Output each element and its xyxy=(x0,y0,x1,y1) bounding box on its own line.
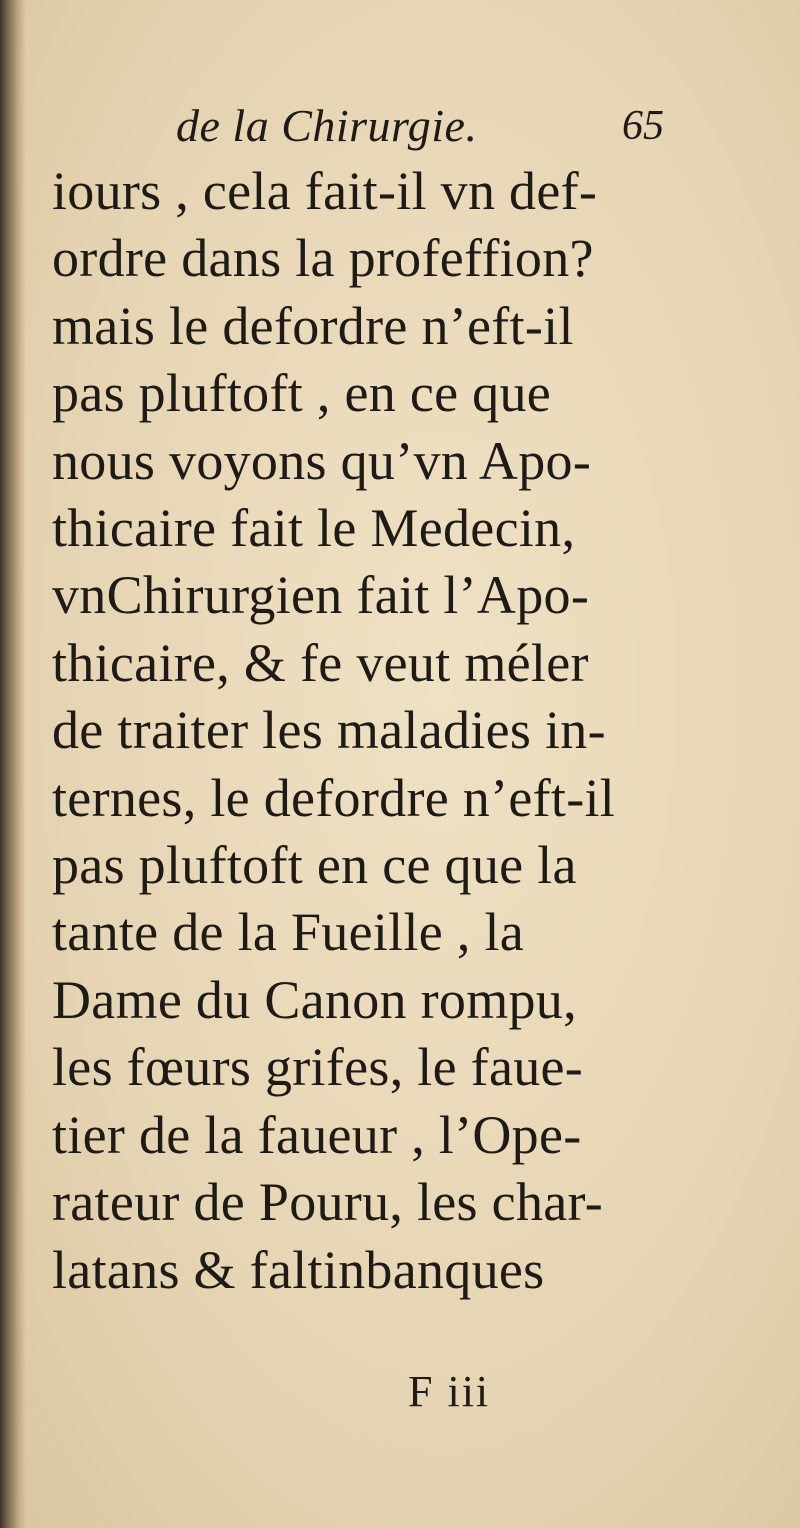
text-line: pas pluftoft , en ce que xyxy=(52,363,552,424)
body-text xyxy=(52,158,712,1304)
text-line: vnChirurgien fait l’Apo- xyxy=(52,565,590,626)
signature-mark: F iii xyxy=(408,1367,491,1416)
text-line: latans & faltinbanques xyxy=(52,1239,545,1300)
running-head: de la Chirurgie. xyxy=(176,100,478,151)
text-line: thicaire fait le Medecin, xyxy=(52,498,576,559)
text-line: mais le defordre n’eft-il xyxy=(52,295,574,356)
text-line: les fœurs grifes, le faue- xyxy=(52,1037,584,1098)
page-number: 65 xyxy=(622,103,664,149)
text-line: tier de la faueur , l’Ope- xyxy=(52,1104,582,1165)
text-line: rateur de Pouru, les char- xyxy=(52,1172,603,1233)
binding-gutter xyxy=(0,0,26,1528)
text-line: de traiter les maladies in- xyxy=(52,700,606,761)
text-line: ordre dans la profeffion? xyxy=(52,228,594,289)
text-line: ternes, le defordre n’eft-il xyxy=(52,767,616,828)
text-line: thicaire, & fe veut méler xyxy=(52,632,589,693)
page-header xyxy=(176,96,696,156)
text-line: Dame du Canon rompu, xyxy=(52,969,577,1030)
text-line: tante de la Fueille , la xyxy=(52,902,525,963)
text-line: iours , cela fait-il vn def- xyxy=(52,161,598,221)
text-line: pas pluftoft en ce que la xyxy=(52,835,577,896)
text-line: nous voyons qu’vn Apo- xyxy=(52,430,592,491)
